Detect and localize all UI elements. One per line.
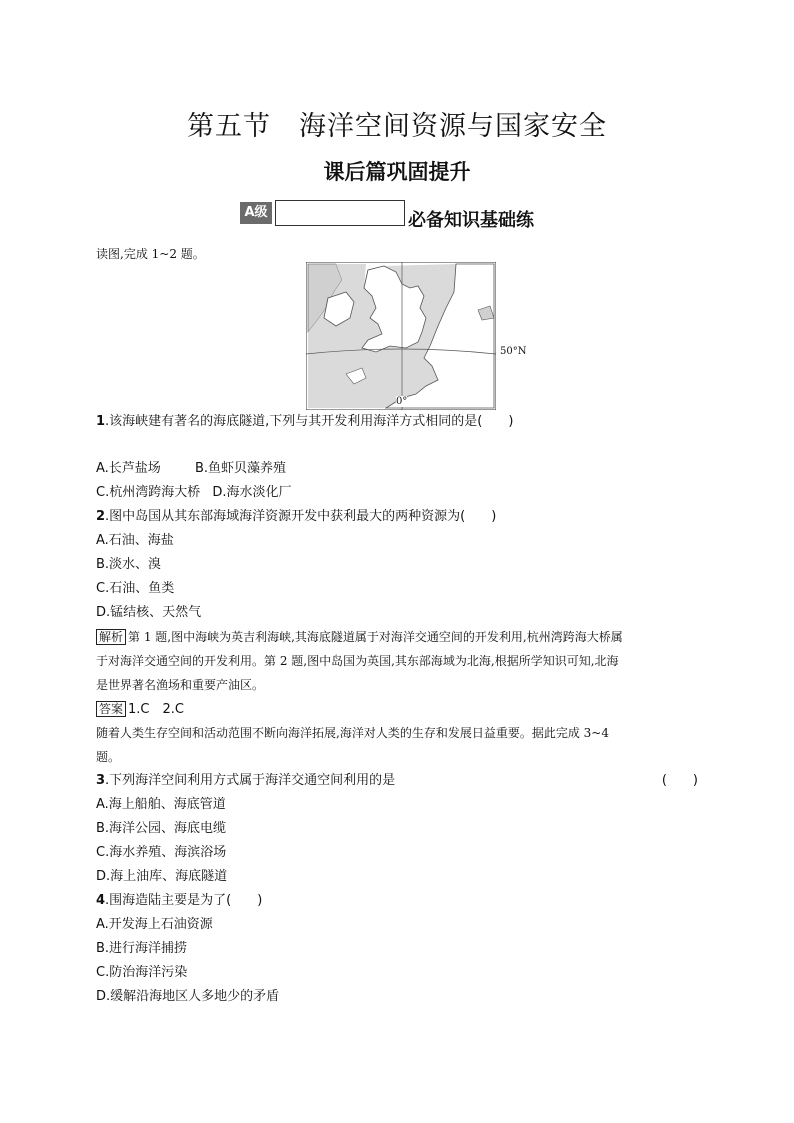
option-a[interactable]: A.石油、海盐 bbox=[96, 533, 174, 548]
option-c[interactable]: C.杭州湾跨海大桥 bbox=[96, 485, 201, 500]
option-c[interactable]: C.海水养殖、海滨浴场 bbox=[96, 845, 227, 860]
question-3 bbox=[96, 773, 698, 789]
analysis-line-1: 解析 第 1 题,图中海峡为英吉利海峡,其海底隧道属于对海洋交通空间的开发利用,杭州湾跨海大桥属 bbox=[96, 629, 623, 645]
map-figure bbox=[306, 262, 496, 410]
question-number: 2 bbox=[96, 509, 106, 524]
question-number: 3 bbox=[96, 773, 106, 788]
level-score-box bbox=[275, 200, 405, 226]
option-b[interactable]: B.淡水、溴 bbox=[96, 557, 162, 572]
question-stem: .该海峡建有著名的海底隧道,下列与其开发利用海洋方式相同的是( ) bbox=[105, 414, 514, 429]
question-1 bbox=[96, 414, 513, 430]
page-title: 第五节 海洋空间资源与国家安全 bbox=[187, 111, 607, 142]
q1-options-row-2 bbox=[96, 485, 292, 501]
option-d[interactable]: D.缓解沿海地区人多地少的矛盾 bbox=[96, 989, 280, 1004]
analysis-line-3: 是世界著名渔场和重要产油区。 bbox=[96, 678, 265, 692]
level-badge: A级 bbox=[240, 202, 272, 224]
analysis-line-2: 于对海洋交通空间的开发利用。第 2 题,图中岛国为英国,其东部海域为北海,根据所学知识可知,北海 bbox=[96, 654, 619, 668]
question-number: 4 bbox=[96, 893, 106, 908]
question-2 bbox=[96, 509, 496, 525]
strait-map bbox=[306, 262, 527, 410]
option-c[interactable]: C.石油、鱼类 bbox=[96, 581, 175, 596]
question-stem: .图中岛国从其东部海域海洋资源开发中获利最大的两种资源为( ) bbox=[105, 509, 497, 524]
option-b[interactable]: B.鱼虾贝藻养殖 bbox=[194, 461, 287, 476]
question-stem: .下列海洋空间利用方式属于海洋交通空间利用的是 bbox=[105, 773, 396, 788]
question-number: 1 bbox=[96, 414, 106, 429]
intro-3-4-line-2: 题。 bbox=[96, 750, 121, 764]
option-a[interactable]: A.海上船舶、海底管道 bbox=[96, 797, 226, 812]
option-d[interactable]: D.海水淡化厂 bbox=[212, 485, 292, 500]
option-c[interactable]: C.防治海洋污染 bbox=[96, 965, 188, 980]
option-b[interactable]: B.进行海洋捕捞 bbox=[96, 941, 188, 956]
option-a[interactable]: A.开发海上石油资源 bbox=[96, 917, 213, 932]
answer-text: 1.C 2.C bbox=[128, 702, 184, 717]
option-a[interactable]: A.长芦盐场 bbox=[96, 461, 161, 476]
question-stem: .围海造陆主要是为了( ) bbox=[105, 893, 263, 908]
intro-1-2: 读图,完成 1~2 题。 bbox=[96, 247, 205, 261]
analysis-tag: 解析 bbox=[96, 629, 126, 645]
answer-paren: ( ) bbox=[661, 773, 698, 788]
page-subtitle: 课后篇巩固提升 bbox=[323, 160, 471, 184]
question-4 bbox=[96, 893, 262, 909]
latitude-label: 50°N bbox=[500, 346, 527, 357]
answer-line bbox=[96, 701, 184, 718]
option-d[interactable]: D.锰结核、天然气 bbox=[96, 605, 202, 620]
q1-options-row-1 bbox=[96, 461, 286, 477]
option-d[interactable]: D.海上油库、海底隧道 bbox=[96, 869, 228, 884]
option-b[interactable]: B.海洋公园、海底电缆 bbox=[96, 821, 227, 836]
intro-3-4-line-1: 随着人类生存空间和活动范围不断向海洋拓展,海洋对人类的生存和发展日益重要。据此完成 3~4 bbox=[96, 726, 609, 740]
longitude-label: 0° bbox=[396, 396, 408, 407]
level-title: 必备知识基础练 bbox=[408, 210, 534, 231]
answer-tag: 答案 bbox=[96, 701, 126, 717]
